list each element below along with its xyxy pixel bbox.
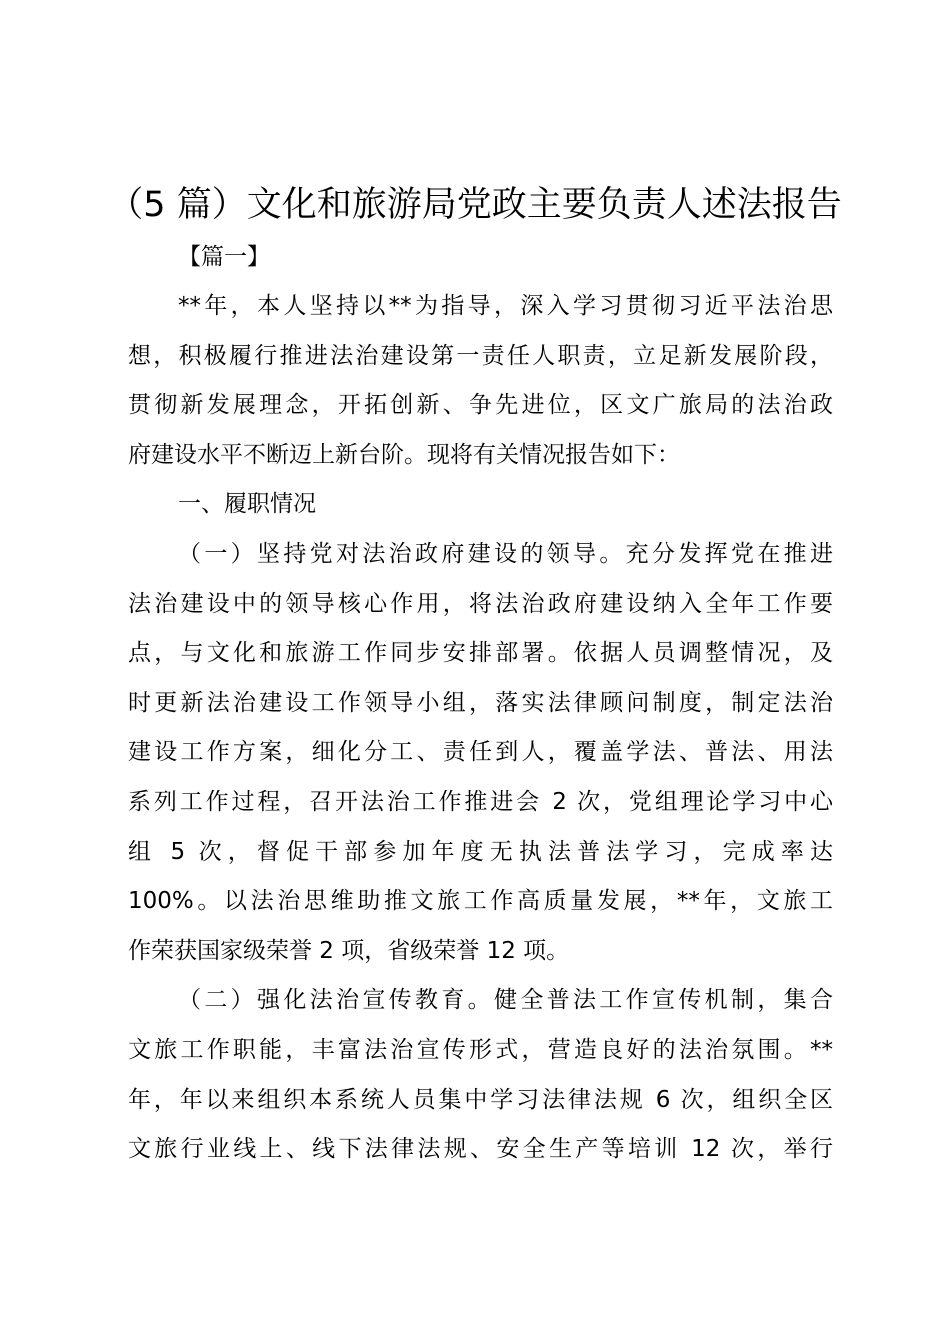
paragraph-line: 法治建设中的领导核心作用，将法治政府建设纳入全年工作要 — [128, 591, 833, 617]
paragraph-line: 组 5 次，督促干部参加年度无执法普法学习，完成率达 — [128, 839, 833, 865]
paragraph-line: （一）坚持党对法治政府建设的领导。充分发挥党在推进 — [178, 541, 833, 567]
paragraph-line: **年，本人坚持以**为指导，深入学习贯彻习近平法治思 — [178, 293, 833, 319]
document-title: （5 篇）文化和旅游局党政主要负责人述法报告 — [108, 185, 842, 225]
paragraph-line: 100%。以法治思维助推文旅工作高质量发展，**年，文旅工 — [128, 888, 833, 914]
paragraph-line: 文旅工作职能，丰富法治宣传形式，营造良好的法治氛围。** — [128, 1037, 833, 1063]
paragraph-line: 建设工作方案，细化分工、责任到人，覆盖学法、普法、用法 — [128, 739, 833, 765]
section-label: 【篇一】 — [178, 244, 270, 270]
paragraph-line: 作荣获国家级荣誉 2 项，省级荣誉 12 项。 — [128, 938, 570, 964]
section-heading: 一、履职情况 — [178, 491, 316, 517]
paragraph-line: （二）强化法治宣传教育。健全普法工作宣传机制，集合 — [178, 987, 833, 1013]
paragraph-line: 文旅行业线上、线下法律法规、安全生产等培训 12 次，举行 — [128, 1136, 833, 1162]
paragraph-line: 年，年以来组织本系统人员集中学习法律法规 6 次，组织全区 — [128, 1087, 833, 1113]
paragraph-line: 系列工作过程，召开法治工作推进会 2 次，党组理论学习中心 — [128, 789, 833, 815]
paragraph-line: 贯彻新发展理念，开拓创新、争先进位，区文广旅局的法治政 — [128, 392, 833, 418]
paragraph-line: 点，与文化和旅游工作同步安排部署。依据人员调整情况，及 — [128, 640, 833, 666]
paragraph-line: 府建设水平不断迈上新台阶。现将有关情况报告如下： — [128, 442, 680, 468]
paragraph-line: 想，积极履行推进法治建设第一责任人职责，立足新发展阶段， — [128, 343, 833, 369]
paragraph-line: 时更新法治建设工作领导小组，落实法律顾问制度，制定法治 — [128, 690, 833, 716]
